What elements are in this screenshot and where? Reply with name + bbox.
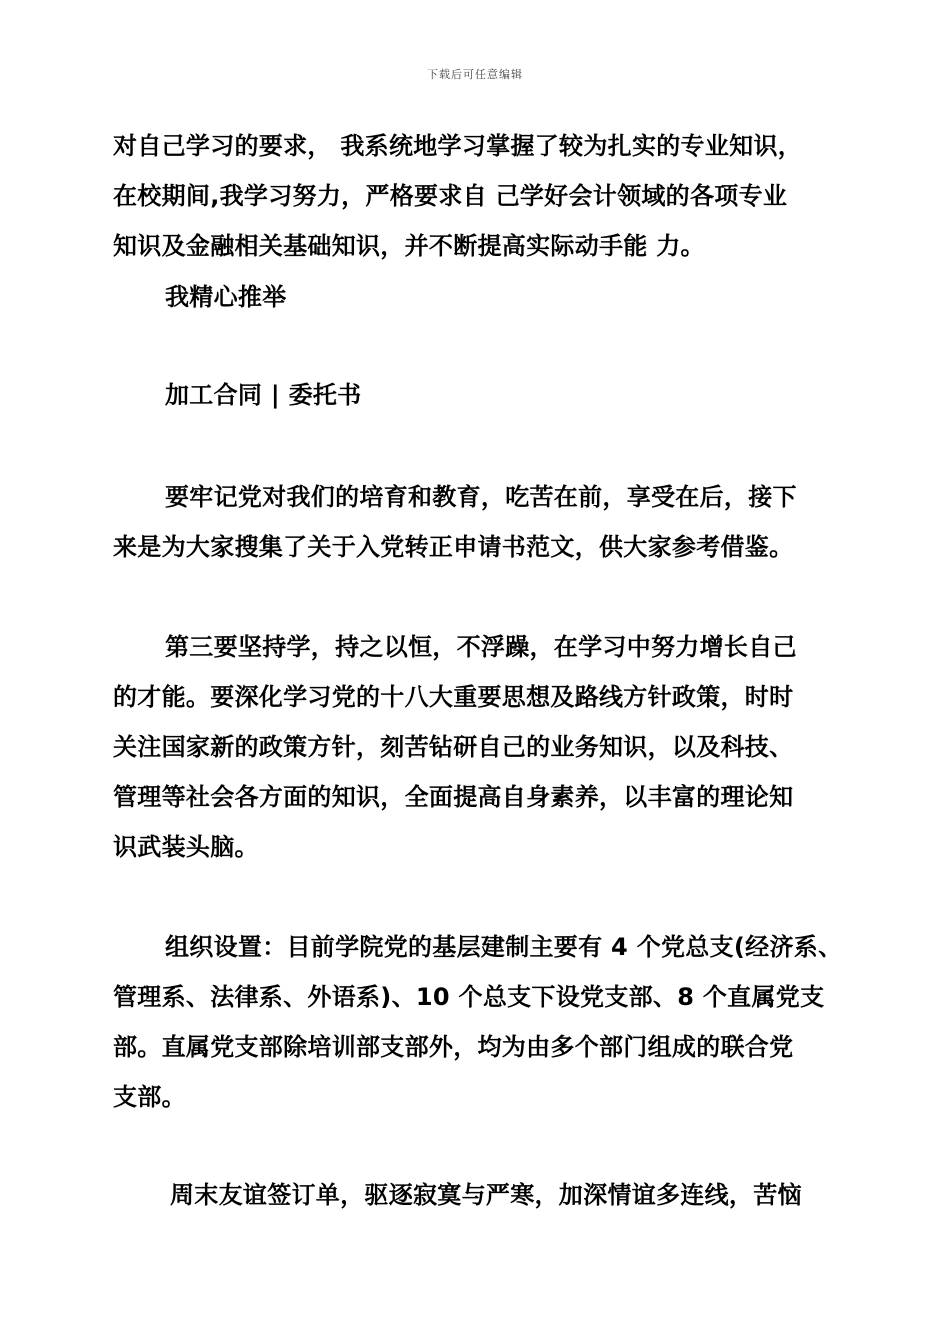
paragraph-5-line-5: 识武装头脑。	[113, 833, 259, 861]
paragraph-6-line-3: 部。直属党支部除培训部支部外，均为由多个部门组成的联合党	[113, 1033, 794, 1061]
paragraph-5-line-1: 第三要坚持学，持之以恒，不浮躁，在学习中努力增长自己	[165, 633, 797, 661]
paragraph-1-line-2: 在校期间,我学习努力，严格要求自 己学好会计领域的各项专业	[113, 182, 788, 210]
paragraph-1-line-3: 知识及金融相关基础知识，并不断提高实际动手能 力。	[113, 232, 705, 260]
paragraph-1-line-1: 对自己学习的要求， 我系统地学习掌握了较为扎实的专业知识，	[113, 132, 803, 160]
header-note: 下载后可任意编辑	[427, 68, 523, 81]
paragraph-5-line-4: 管理等社会各方面的知识，全面提高自身素养，以丰富的理论知	[113, 783, 794, 811]
paragraph-5-line-2: 的才能。要深化学习党的十八大重要思想及路线方针政策，时时	[113, 683, 794, 711]
paragraph-4-line-2: 来是为大家搜集了关于入党转正申请书范文，供大家参考借鉴。	[113, 533, 794, 561]
recommend-heading: 我精心推举	[165, 283, 287, 311]
paragraph-5-line-3: 关注国家新的政策方针，刻苦钻研自己的业务知识，以及科技、	[113, 733, 794, 761]
recommend-links[interactable]: 加工合同 | 委托书	[165, 381, 362, 409]
paragraph-7-line-1: 周末友谊签订单，驱逐寂寞与严寒，加深情谊多连线，苦恼	[170, 1181, 802, 1209]
paragraph-6-line-1: 组织设置：目前学院党的基层建制主要有 4 个党总支(经济系、	[165, 933, 843, 961]
paragraph-4-line-1: 要牢记党对我们的培育和教育，吃苦在前，享受在后，接下	[165, 483, 797, 511]
paragraph-6-line-2: 管理系、法律系、外语系)、10 个总支下设党支部、8 个直属党支	[113, 983, 825, 1011]
paragraph-6-line-4: 支部。	[113, 1083, 186, 1111]
